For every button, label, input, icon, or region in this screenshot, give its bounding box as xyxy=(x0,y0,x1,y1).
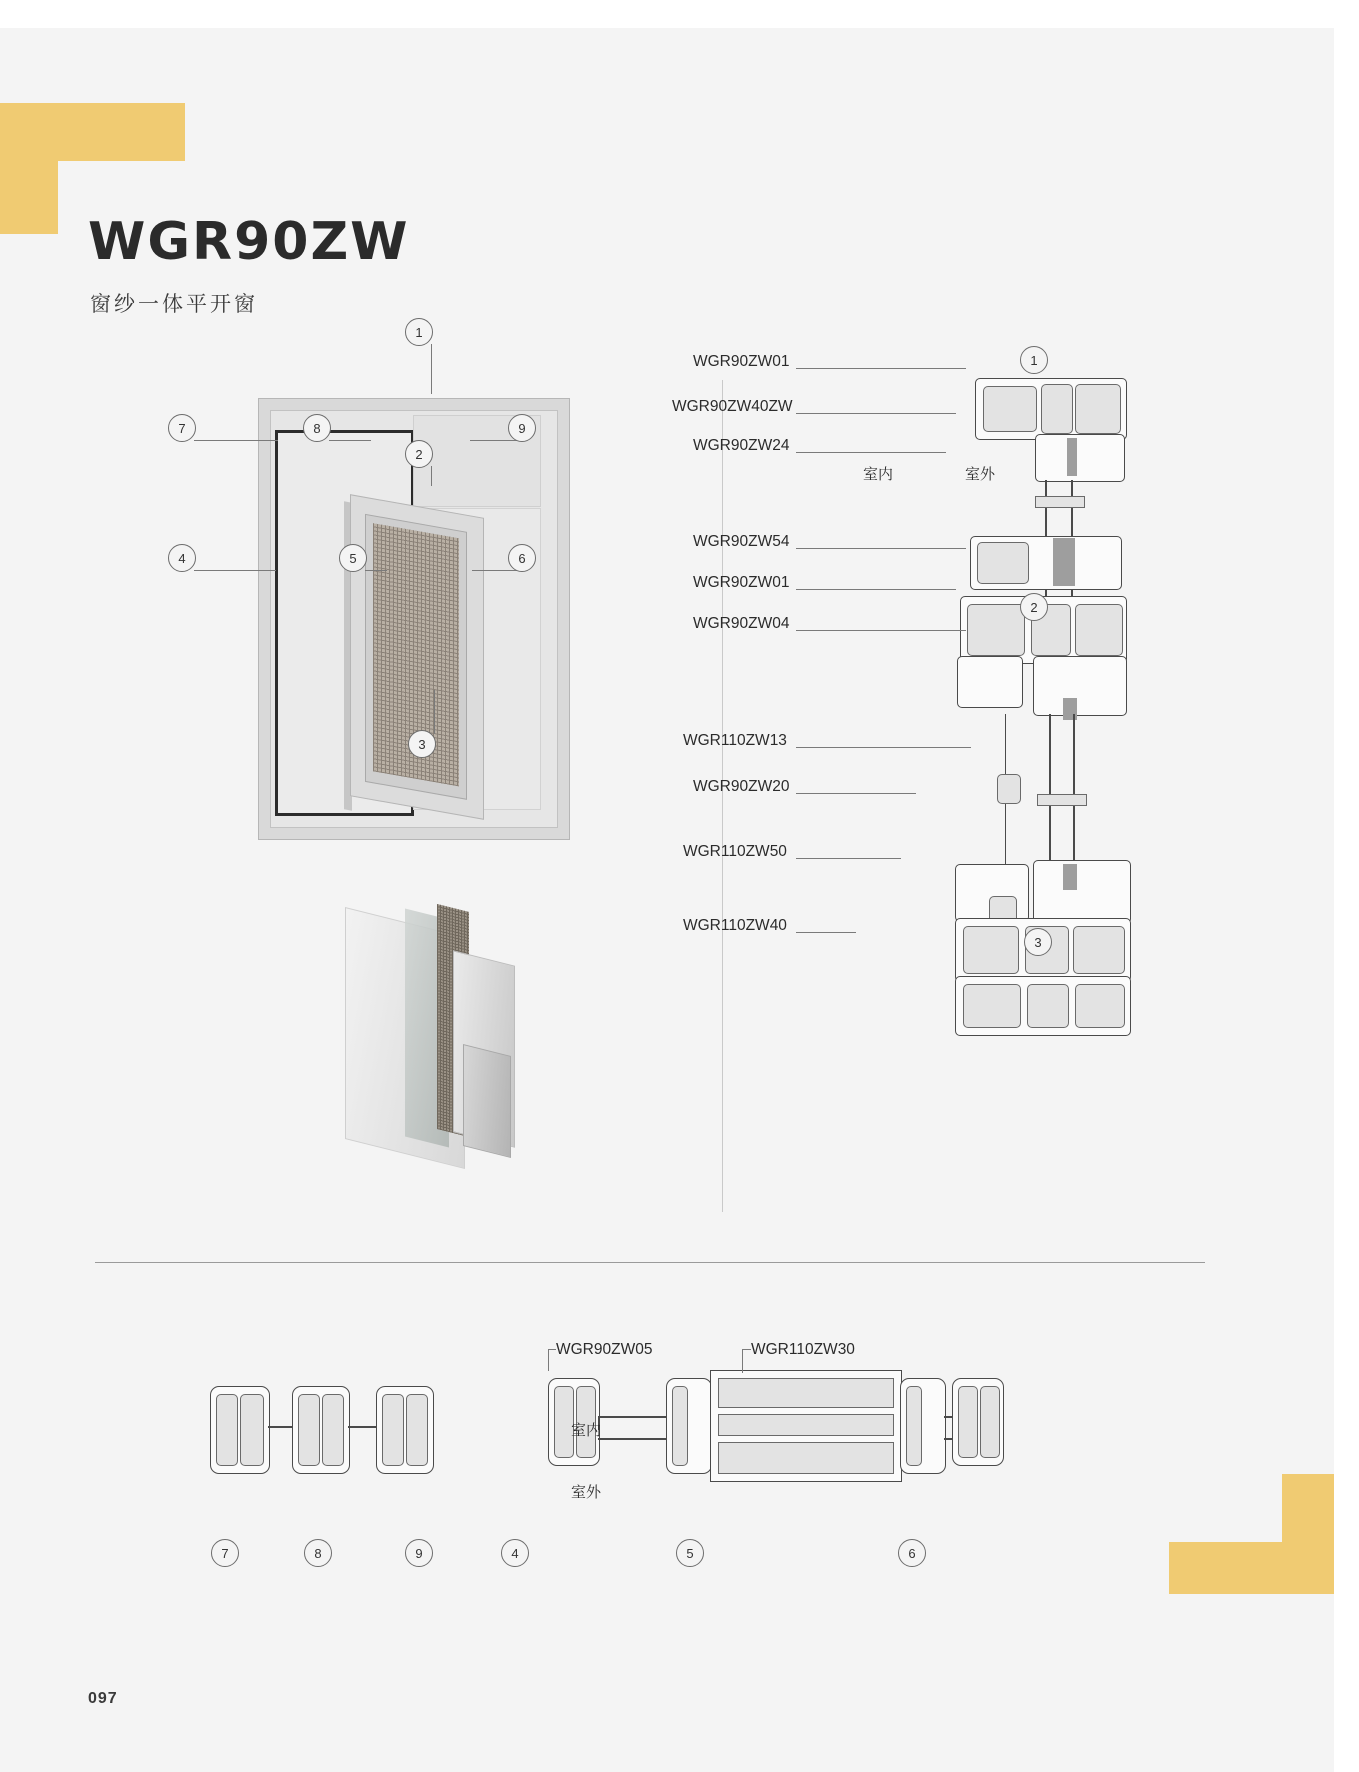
part-label-wgr90zw04: WGR90ZW04 xyxy=(693,615,790,632)
section-transom-gasket xyxy=(1053,538,1075,586)
bottom-callout-bubble-5[interactable]: 5 xyxy=(676,1539,704,1567)
bottom-profile-9-chamber-a xyxy=(382,1394,404,1466)
bottom-connector-8-9 xyxy=(348,1426,376,1428)
section-sash-chamber xyxy=(957,656,1023,708)
leader-8 xyxy=(329,440,371,441)
section-callout-bubble-1[interactable]: 1 xyxy=(1020,346,1048,374)
callout-bubble-2[interactable]: 2 xyxy=(405,440,433,468)
part-label-wgr110zw13: WGR110ZW13 xyxy=(683,732,787,749)
callout-bubble-4[interactable]: 4 xyxy=(168,544,196,572)
vertical-section-drawing xyxy=(975,378,1155,1218)
bottom-glazing-line-top xyxy=(598,1416,666,1418)
bottom-section-group-right xyxy=(548,1370,1068,1490)
bottom-part-label-wgr90zw05: WGR90ZW05 xyxy=(556,1341,653,1358)
glazing-line-left-2 xyxy=(1049,714,1051,864)
section-leader-1 xyxy=(796,368,966,369)
section-callout-bubble-2[interactable]: 2 xyxy=(1020,593,1048,621)
section-leader-9 xyxy=(796,858,901,859)
screen-roller-detail xyxy=(997,774,1021,804)
accent-corner-top-left-vertical xyxy=(0,103,58,234)
bottom-leader-1-horizontal xyxy=(548,1349,556,1350)
bottom-callout-bubble-4[interactable]: 4 xyxy=(501,1539,529,1567)
part-label-wgr110zw50: WGR110ZW50 xyxy=(683,843,787,860)
page-margin-top xyxy=(0,0,1359,28)
callout-bubble-5[interactable]: 5 xyxy=(339,544,367,572)
bottom-profile-5-chamber-a xyxy=(672,1386,688,1466)
bottom-callout-bubble-8[interactable]: 8 xyxy=(304,1539,332,1567)
bottom-connector-7-8 xyxy=(268,1426,292,1428)
bottom-profile-5-lower-chamber xyxy=(718,1442,894,1474)
section-leader-6 xyxy=(796,630,966,631)
section-sill-base-chamber-c xyxy=(1075,984,1125,1028)
bottom-profile-7-chamber-b xyxy=(240,1394,264,1466)
bottom-callout-bubble-7[interactable]: 7 xyxy=(211,1539,239,1567)
glazing-line-right-2 xyxy=(1073,714,1075,864)
section-leader-8 xyxy=(796,793,916,794)
callout-bubble-3[interactable]: 3 xyxy=(408,730,436,758)
leader-2 xyxy=(431,466,432,486)
section-sill-sash xyxy=(1033,860,1131,924)
section-mullion-chamber-c xyxy=(1075,604,1123,656)
glazing-spacer-top xyxy=(1035,496,1085,508)
page-number: 097 xyxy=(88,1690,118,1707)
section-transom-chamber-a xyxy=(977,542,1029,584)
leader-5 xyxy=(365,570,387,571)
bottom-profile-6-chamber-a xyxy=(958,1386,978,1458)
bottom-callout-bubble-6[interactable]: 6 xyxy=(898,1539,926,1567)
part-label-wgr110zw40: WGR110ZW40 xyxy=(683,917,787,934)
vertical-divider xyxy=(722,380,723,1212)
section-callout-bubble-3[interactable]: 3 xyxy=(1024,928,1052,956)
callout-bubble-9[interactable]: 9 xyxy=(508,414,536,442)
section-sill-base-chamber-b xyxy=(1027,984,1069,1028)
section-leader-4 xyxy=(796,548,966,549)
bottom-part-label-wgr110zw30: WGR110ZW30 xyxy=(751,1341,855,1358)
bottom-profile-5-screen-cavity xyxy=(718,1414,894,1436)
leader-6 xyxy=(472,570,521,571)
section-sill-base-chamber-a xyxy=(963,984,1021,1028)
callout-bubble-7[interactable]: 7 xyxy=(168,414,196,442)
section-head-gasket xyxy=(1067,438,1077,476)
section-sill-chamber-b xyxy=(963,926,1019,974)
bottom-leader-1-vertical xyxy=(548,1349,549,1371)
page-subtitle: 窗纱一体平开窗 xyxy=(90,293,258,316)
section-leader-3 xyxy=(796,452,946,453)
bottom-profile-8-chamber-b xyxy=(322,1394,344,1466)
bottom-profile-5-upper-chamber xyxy=(718,1378,894,1408)
part-label-wgr90zw54: WGR90ZW54 xyxy=(693,533,790,550)
corner-profile-photo xyxy=(345,900,545,1170)
section-mullion-chamber-a xyxy=(967,604,1025,656)
bottom-profile-5-chamber-b xyxy=(906,1386,922,1466)
orientation-label-indoor-section: 室内 xyxy=(863,466,894,483)
bottom-leader-2-horizontal xyxy=(742,1349,751,1350)
section-sill-gasket xyxy=(1063,864,1077,890)
leader-7 xyxy=(194,440,278,441)
window-open-sash xyxy=(350,494,484,820)
leader-3 xyxy=(434,690,435,734)
accent-corner-bottom-right-vertical xyxy=(1282,1474,1334,1594)
horizontal-divider xyxy=(95,1262,1205,1263)
part-label-wgr90zw01-head: WGR90ZW01 xyxy=(693,353,790,370)
part-label-wgr90zw20: WGR90ZW20 xyxy=(693,778,790,795)
section-head-chamber-a xyxy=(983,386,1037,432)
leader-9 xyxy=(470,440,521,441)
section-head-sash xyxy=(1035,434,1125,482)
bottom-leader-2-vertical xyxy=(742,1349,743,1373)
section-leader-5 xyxy=(796,589,956,590)
orientation-label-outdoor-section: 室外 xyxy=(965,466,996,483)
bottom-profile-9-chamber-b xyxy=(406,1394,428,1466)
section-leader-2 xyxy=(796,413,956,414)
section-head-chamber-c xyxy=(1075,384,1121,434)
section-leader-10 xyxy=(796,932,856,933)
bottom-section-group-left xyxy=(210,1386,460,1486)
section-sash-outer xyxy=(1033,656,1127,716)
photo-profile-detail xyxy=(463,1044,511,1158)
callout-bubble-6[interactable]: 6 xyxy=(508,544,536,572)
page-title: WGR90ZW xyxy=(88,212,410,272)
bottom-profile-8-chamber-a xyxy=(298,1394,320,1466)
orientation-label-indoor-bottom: 室内 xyxy=(571,1422,602,1439)
bottom-profile-7-chamber-a xyxy=(216,1394,238,1466)
glazing-spacer-mid xyxy=(1037,794,1087,806)
section-leader-7 xyxy=(796,747,971,748)
section-sill-chamber-d xyxy=(1073,926,1125,974)
part-label-wgr90zw01-mid: WGR90ZW01 xyxy=(693,574,790,591)
orientation-label-outdoor-bottom: 室外 xyxy=(571,1484,602,1501)
bottom-glazing-line-bottom xyxy=(598,1438,666,1440)
part-label-wgr90zw24: WGR90ZW24 xyxy=(693,437,790,454)
section-head-chamber-b xyxy=(1041,384,1073,434)
leader-1 xyxy=(431,344,432,394)
part-label-wgr90zw40zw: WGR90ZW40ZW xyxy=(672,398,793,415)
bottom-profile-6-chamber-b xyxy=(980,1386,1000,1458)
callout-bubble-8[interactable]: 8 xyxy=(303,414,331,442)
leader-4 xyxy=(194,570,276,571)
bottom-callout-bubble-9[interactable]: 9 xyxy=(405,1539,433,1567)
callout-bubble-1[interactable]: 1 xyxy=(405,318,433,346)
page-margin-right xyxy=(1334,0,1359,1772)
